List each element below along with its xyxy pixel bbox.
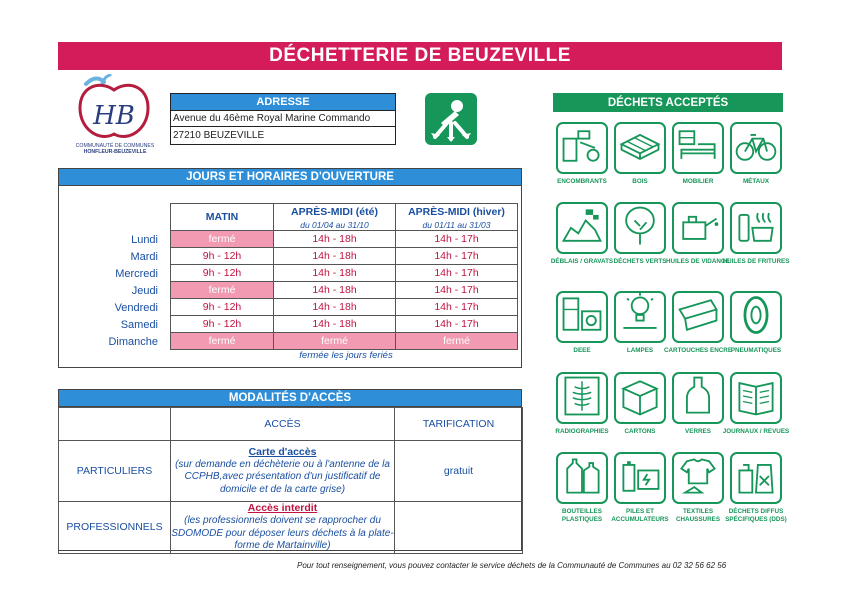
access-card-title: Carte d'accès: [248, 445, 317, 458]
ink-cartridge-icon: [674, 291, 722, 344]
summer-cell: 14h - 18h: [274, 265, 396, 282]
lamp-icon: [616, 291, 664, 344]
waste-tile: [730, 452, 782, 504]
furniture-icon: [674, 122, 722, 175]
textiles-icon: [674, 452, 722, 505]
col-morning-header: MATIN: [171, 204, 274, 231]
winter-cell: 14h - 17h: [396, 248, 518, 265]
tree-icon: [616, 202, 664, 255]
winter-cell: 14h - 17h: [396, 316, 518, 333]
frying-oil-icon: [732, 202, 780, 255]
tire-icon: [732, 291, 780, 344]
hours-row: [171, 248, 518, 265]
holiday-note: fermée les jours feriés: [299, 350, 393, 361]
logo-caption: [70, 143, 160, 155]
waste-tile: [556, 452, 608, 504]
waste-label: TEXTILES CHAUSSURES: [675, 508, 721, 523]
winter-cell: fermé: [396, 333, 518, 350]
waste-label: PNEUMATIQUES: [730, 347, 782, 354]
professionnels-access-cell: [171, 502, 395, 554]
waste-tile: [614, 372, 666, 424]
waste-label: JOURNAUX / REVUES: [722, 428, 790, 435]
waste-tile: [614, 122, 666, 174]
bulky-icon: [558, 122, 606, 175]
waste-tile: [730, 122, 782, 174]
day-label: Samedi: [120, 319, 158, 331]
waste-label: DEEE: [573, 347, 591, 354]
winter-cell: 14h - 17h: [396, 231, 518, 248]
waste-label: RADIOGRAPHIES: [555, 428, 609, 435]
waste-tile: [730, 291, 782, 343]
waste-tile: [556, 372, 608, 424]
logo-caption-line2: HONFLEUR-BEUZEVILLE: [83, 149, 147, 155]
waste-tile: [672, 291, 724, 343]
waste-label: MOBILIER: [682, 178, 714, 185]
waste-tile: [556, 291, 608, 343]
hazardous-icon: [732, 452, 780, 505]
opening-hours-header: JOURS ET HORAIRES D'OUVERTURE: [59, 169, 521, 186]
bicycle-icon: [732, 122, 780, 175]
access-forbidden-desc: (les professionnels doivent se rapprocher du SDOMODE pour déposer leurs déchets à la plate-forme de Martainville): [171, 515, 394, 551]
waste-label: PILES ET ACCUMULATEURS: [611, 508, 669, 523]
day-label: Mardi: [130, 251, 158, 263]
winter-cell: 14h - 17h: [396, 299, 518, 316]
morning-cell: fermé: [171, 282, 274, 299]
summer-cell: fermé: [274, 333, 396, 350]
summer-cell: 14h - 18h: [274, 231, 396, 248]
hours-row: [171, 231, 518, 248]
day-label: Dimanche: [108, 336, 158, 348]
cardboard-icon: [616, 372, 664, 425]
waste-label: HUILES DE VIDANGE: [665, 258, 731, 265]
footer-contact-note: Pour tout renseignement, vous pouvez contacter le service déchets de la Communauté de Communes au 02 32 56 62 56: [297, 561, 727, 570]
oil-can-icon: [674, 202, 722, 255]
summer-cell: 14h - 18h: [274, 282, 396, 299]
waste-label: BOUTEILLES PLASTIQUES: [561, 508, 603, 523]
waste-tile: [672, 452, 724, 504]
morning-cell: 9h - 12h: [171, 299, 274, 316]
day-label: Mercredi: [115, 268, 158, 280]
waste-tile: [730, 372, 782, 424]
access-forbidden-title: Accès interdit: [247, 502, 318, 514]
address-line-city: 27210 BEUZEVILLE: [173, 129, 265, 141]
hours-row: [171, 316, 518, 333]
waste-label: DÉCHETS DIFFUS SPÉCIFIQUES (DDS): [725, 508, 787, 523]
morning-cell: fermé: [171, 231, 274, 248]
accepted-waste-header: DÉCHETS ACCEPTÉS: [553, 93, 783, 112]
day-label: Vendredi: [114, 302, 158, 314]
apple-logo-icon: [72, 74, 156, 144]
batteries-icon: [616, 452, 664, 505]
waste-label: MÉTAUX: [742, 178, 770, 185]
winter-period: du 01/11 au 31/03: [396, 220, 518, 231]
appliances-icon: [558, 291, 606, 344]
col-winter-header: APRÈS-MIDI (hiver): [396, 204, 518, 220]
row-label-particuliers: PARTICULIERS: [59, 441, 171, 502]
logo-caption-line1: COMMUNAUTÉ DE COMMUNES: [75, 143, 155, 149]
waste-label: HUILES DE FRITURES: [722, 258, 790, 265]
waste-tile: [672, 202, 724, 254]
col-pricing-header: TARIFICATION: [395, 408, 523, 441]
waste-label: VERRES: [685, 428, 711, 435]
morning-cell: fermé: [171, 333, 274, 350]
waste-label: CARTONS: [624, 428, 656, 435]
waste-tile: [556, 202, 608, 254]
waste-tile: [614, 452, 666, 504]
access-header: MODALITÉS D'ACCÈS: [59, 390, 521, 407]
address-header: ADRESSE: [171, 94, 395, 111]
morning-cell: 9h - 12h: [171, 265, 274, 282]
col-summer-header: APRÈS-MIDI (été): [274, 204, 396, 220]
summer-period: du 01/04 au 31/10: [274, 220, 396, 231]
summer-cell: 14h - 18h: [274, 299, 396, 316]
hours-row: [171, 265, 518, 282]
hours-row: [171, 299, 518, 316]
logo-monogram: HB: [93, 101, 135, 131]
waste-tile: [556, 122, 608, 174]
professionnels-price: [395, 502, 523, 554]
winter-cell: 14h - 17h: [396, 282, 518, 299]
page-title: DÉCHETTERIE DE BEUZEVILLE: [269, 45, 571, 66]
address-line-street: Avenue du 46ème Royal Marine Commando: [171, 111, 395, 127]
particuliers-access-cell: [171, 441, 395, 502]
address-box: [170, 93, 396, 145]
hours-row: [171, 282, 518, 299]
waste-tile: [672, 372, 724, 424]
waste-label: DÉBLAIS / GRAVATS: [550, 258, 614, 265]
waste-label: BOIS: [632, 178, 648, 185]
morning-cell: 9h - 12h: [171, 316, 274, 333]
plastic-bottles-icon: [558, 452, 606, 505]
access-table: [58, 407, 523, 554]
waste-tile: [614, 291, 666, 343]
summer-cell: 14h - 18h: [274, 248, 396, 265]
day-labels: [70, 232, 158, 351]
xray-icon: [558, 372, 606, 425]
row-label-professionnels: PROFESSIONNELS: [59, 502, 171, 554]
access-card-desc: (sur demande en déchèterie ou à l'antenne de la CCPHB,avec présentation d'un justificatif de domicile et de la carte grise): [175, 458, 390, 495]
waste-label: CARTOUCHES ENCRE: [663, 347, 733, 354]
waste-label: DÉCHETS VERTS: [613, 258, 667, 265]
title-banner: [58, 42, 782, 70]
recycling-sign-icon: [425, 93, 477, 145]
waste-tile: [730, 202, 782, 254]
summer-cell: 14h - 18h: [274, 316, 396, 333]
pallet-icon: [616, 122, 664, 175]
waste-label: ENCOMBRANTS: [557, 178, 607, 185]
day-label: Lundi: [131, 234, 158, 246]
access-corner-cell: [59, 408, 171, 441]
glass-bottle-icon: [674, 372, 722, 425]
winter-cell: 14h - 17h: [396, 265, 518, 282]
opening-hours-table: [170, 203, 518, 350]
hours-row: [171, 333, 518, 350]
waste-tile: [614, 202, 666, 254]
newspaper-icon: [732, 372, 780, 425]
morning-cell: 9h - 12h: [171, 248, 274, 265]
col-access-header: ACCÈS: [171, 408, 395, 441]
rubble-icon: [558, 202, 606, 255]
particuliers-price: gratuit: [395, 441, 523, 502]
day-label: Jeudi: [131, 285, 158, 297]
waste-label: LAMPES: [626, 347, 654, 354]
waste-tile: [672, 122, 724, 174]
